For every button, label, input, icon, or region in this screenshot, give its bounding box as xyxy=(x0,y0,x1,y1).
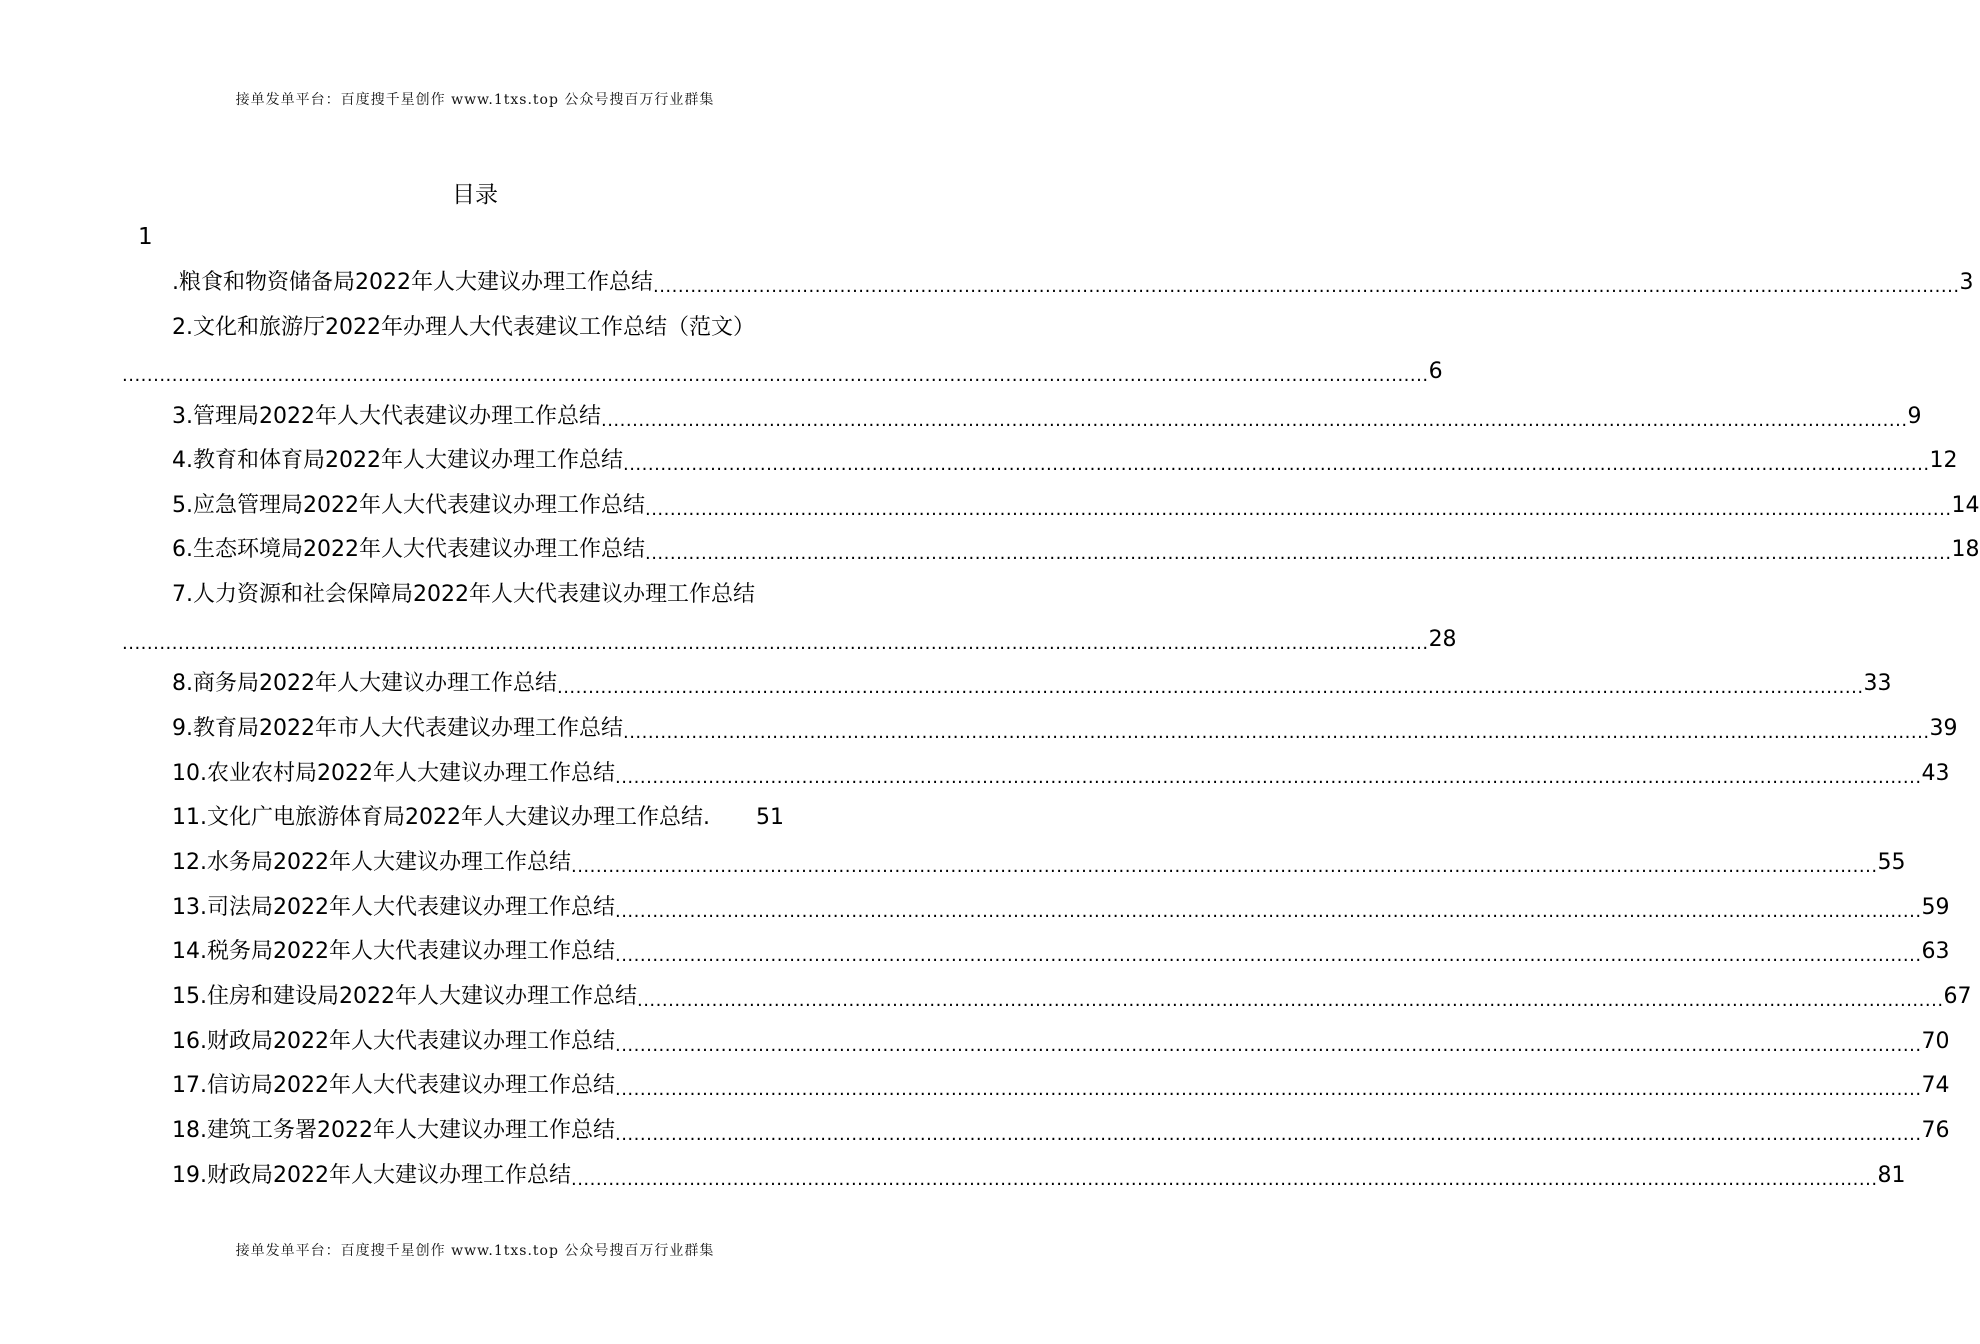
toc-entry-label: 9.教育局2022年市人大代表建议办理工作总结 xyxy=(172,716,623,741)
lead-number: 1 xyxy=(138,224,153,250)
toc-entry-label: 14.税务局2022年人大代表建议办理工作总结 xyxy=(172,939,615,964)
toc-entry-label: 16.财政局2022年人大代表建议办理工作总结 xyxy=(172,1029,615,1054)
toc-entry-page: 39 xyxy=(1929,716,1958,741)
dot-leader: .................................................................................................................................................................................................................. xyxy=(614,901,1922,922)
toc-entry-label: 3.管理局2022年人大代表建议办理工作总结 xyxy=(172,404,601,429)
dot-leader: .................................................................................................................................................................................................................. xyxy=(614,945,1922,966)
dot-leader: .................................................................................................................................................................................................................. xyxy=(614,1079,1922,1100)
toc-entry-page: 3 xyxy=(1959,270,1974,295)
dot-leader: .................................................................................................................................................................................................................. xyxy=(122,633,1429,654)
toc-entry-2[interactable]: 2.文化和旅游厅2022年办理人大代表建议工作总结（范文） xyxy=(172,315,755,340)
toc-entry-page: 18 xyxy=(1951,537,1980,562)
toc-entry-1[interactable] xyxy=(172,268,1974,298)
toc-entry-page: 81 xyxy=(1877,1163,1906,1188)
toc-entry-label: 13.司法局2022年人大代表建议办理工作总结 xyxy=(172,895,615,920)
toc-entry-12[interactable] xyxy=(172,848,1906,878)
toc-entry-page: 70 xyxy=(1921,1029,1950,1054)
toc-entry-page: 76 xyxy=(1921,1118,1950,1143)
toc-entry-label: 5.应急管理局2022年人大代表建议办理工作总结 xyxy=(172,493,645,518)
dot-leader: .................................................................................................................................................................................................................. xyxy=(636,990,1944,1011)
dot-leader: .................................................................................................................................................................................................................. xyxy=(614,1035,1922,1056)
toc-entry-label: 6.生态环境局2022年人大代表建议办理工作总结 xyxy=(172,537,645,562)
toc-entry-17[interactable] xyxy=(172,1071,1950,1101)
dot-leader: .................................................................................................................................................................................................................. xyxy=(570,856,1878,877)
dot-leader: .................................................................................................................................................................................................................. xyxy=(556,677,1864,698)
toc-entry-label: 12.水务局2022年人大建议办理工作总结 xyxy=(172,850,571,875)
toc-entry-7-continuation[interactable] xyxy=(122,625,1457,655)
toc-entry-label: 19.财政局2022年人大建议办理工作总结 xyxy=(172,1163,571,1188)
toc-entry-label: 15.住房和建设局2022年人大建议办理工作总结 xyxy=(172,984,637,1009)
toc-entry-16[interactable] xyxy=(172,1027,1950,1057)
toc-entry-15[interactable] xyxy=(172,982,1972,1012)
toc-entry-label: 17.信访局2022年人大代表建议办理工作总结 xyxy=(172,1073,615,1098)
toc-entry-page: 59 xyxy=(1921,895,1950,920)
dot-leader: .................................................................................................................................................................................................................. xyxy=(614,767,1922,788)
toc-entry-7[interactable]: 7.人力资源和社会保障局2022年人大代表建议办理工作总结 xyxy=(172,582,755,607)
toc-entry-page: 55 xyxy=(1877,850,1906,875)
toc-entry-page: 74 xyxy=(1921,1073,1950,1098)
toc-entry-page: 67 xyxy=(1943,984,1972,1009)
toc-entry-6[interactable] xyxy=(172,535,1980,565)
toc-entry-label: 10.农业农村局2022年人大建议办理工作总结 xyxy=(172,761,615,786)
toc-entry-11[interactable] xyxy=(172,803,784,833)
toc-entry-label: 8.商务局2022年人大建议办理工作总结 xyxy=(172,671,557,696)
toc-entry-label: 18.建筑工务署2022年人大建议办理工作总结 xyxy=(172,1118,615,1143)
toc-entry-page: 51 xyxy=(756,805,784,830)
toc-entry-page: 9 xyxy=(1907,404,1922,429)
toc-entry-2-continuation[interactable] xyxy=(122,357,1443,387)
toc-entry-label: 4.教育和体育局2022年人大建议办理工作总结 xyxy=(172,448,623,473)
toc-entry-4[interactable] xyxy=(172,446,1958,476)
toc-entry-page: 12 xyxy=(1929,448,1958,473)
dot-leader: .................................................................................................................................................................................................................. xyxy=(622,722,1930,743)
toc-entry-9[interactable] xyxy=(172,714,1958,744)
dot-leader: .................................................................................................................................................................................................................. xyxy=(644,543,1952,564)
dot-leader: .................................................................................................................................................................................................................. xyxy=(614,1124,1922,1145)
toc-title: 目录 xyxy=(452,182,498,208)
toc-entry-label: .粮食和物资储备局2022年人大建议办理工作总结 xyxy=(172,270,653,295)
toc-entry-8[interactable] xyxy=(172,669,1892,699)
toc-entry-page: 28 xyxy=(1428,627,1457,652)
toc-entry-page: 6 xyxy=(1428,359,1443,384)
toc-entry-page: 63 xyxy=(1921,939,1950,964)
dot-leader: .................................................................................................................................................................................................................. xyxy=(122,365,1429,386)
page-header-watermark: 接单发单平台：百度搜千星创作 www.1txs.top 公众号搜百万行业群集 xyxy=(235,92,715,108)
dot-leader: .................................................................................................................................................................................................................. xyxy=(644,499,1952,520)
toc-entry-14[interactable] xyxy=(172,937,1950,967)
toc-entry-5[interactable] xyxy=(172,491,1980,521)
toc-entry-3[interactable] xyxy=(172,402,1922,432)
dot-leader: .................................................................................................................................................................................................................. xyxy=(652,276,1960,297)
toc-entry-page: 14 xyxy=(1951,493,1980,518)
dot-leader: .................................................................................................................................................................................................................. xyxy=(570,1169,1878,1190)
toc-entry-10[interactable] xyxy=(172,759,1950,789)
dot-leader: .................................................................................................................................................................................................................. xyxy=(600,410,1908,431)
toc-entry-label: 11.文化广电旅游体育局2022年人大建议办理工作总结. xyxy=(172,805,710,830)
page-footer-watermark: 接单发单平台：百度搜千星创作 www.1txs.top 公众号搜百万行业群集 xyxy=(235,1243,715,1259)
toc-entry-18[interactable] xyxy=(172,1116,1950,1146)
toc-entry-19[interactable] xyxy=(172,1161,1906,1191)
toc-entry-13[interactable] xyxy=(172,893,1950,923)
dot-leader: .................................................................................................................................................................................................................. xyxy=(622,454,1930,475)
toc-entry-page: 33 xyxy=(1863,671,1892,696)
toc-entry-page: 43 xyxy=(1921,761,1950,786)
